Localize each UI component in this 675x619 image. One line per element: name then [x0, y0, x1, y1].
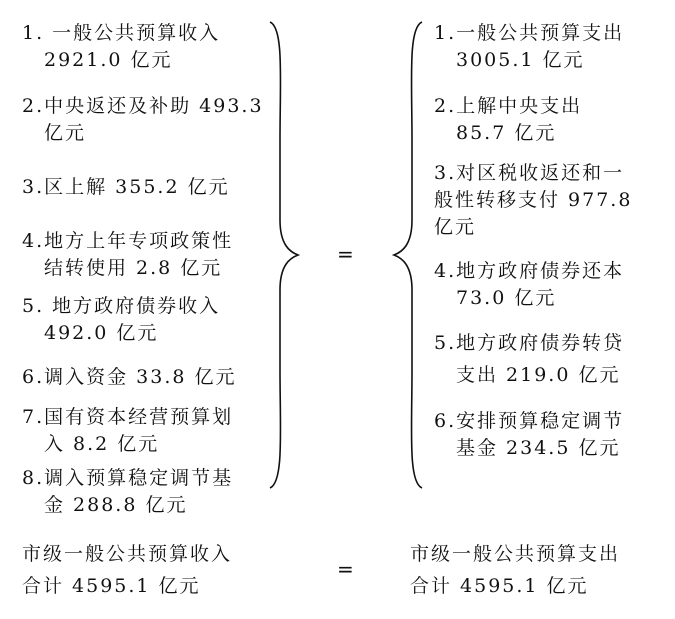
expenditure-item-2-line1: 2.上解中央支出 — [434, 95, 583, 117]
expenditure-item-3 — [434, 160, 632, 241]
total-income-line2: 合计 4595.1 亿元 — [22, 575, 201, 597]
expenditure-item-3-line1: 3.对区税收返还和一 — [434, 162, 625, 184]
total-income-line1: 市级一般公共预算收入 — [22, 543, 233, 565]
expenditure-item-5-line1: 5.地方政府债券转贷 — [434, 332, 625, 354]
income-item-3-line1: 3.区上解 355.2 亿元 — [22, 176, 230, 198]
expenditure-item-1-line2: 3005.1 亿元 — [456, 49, 585, 71]
total-expenditure — [410, 538, 620, 602]
income-item-7-line2: 入 8.2 亿元 — [44, 433, 160, 455]
expenditure-item-2 — [434, 93, 582, 147]
total-income — [22, 538, 232, 602]
expenditure-item-2-line2: 85.7 亿元 — [456, 122, 557, 144]
expenditure-item-3-line2: 般性转移支付 977.8 — [434, 189, 633, 211]
equals-sign-total: = — [337, 557, 354, 581]
expenditure-item-5 — [434, 330, 624, 389]
income-item-2 — [22, 93, 264, 147]
income-item-4 — [22, 228, 233, 282]
income-item-5 — [22, 293, 220, 347]
expenditure-item-4 — [434, 258, 624, 312]
total-expenditure-line1: 市级一般公共预算支出 — [410, 543, 621, 565]
expenditure-left-brace — [384, 20, 424, 490]
income-item-5-line2: 492.0 亿元 — [44, 322, 159, 344]
income-item-5-line1: 5. 地方政府债券收入 — [22, 295, 221, 317]
expenditure-item-3-line3: 亿元 — [434, 216, 477, 238]
equals-sign-main: = — [337, 242, 354, 266]
income-right-brace — [268, 20, 308, 490]
expenditure-item-4-line1: 4.地方政府债券还本 — [434, 260, 625, 282]
income-item-1-line1: 1. 一般公共预算收入 — [22, 22, 221, 44]
expenditure-item-6-line2: 基金 234.5 亿元 — [456, 437, 621, 459]
income-item-8-line1: 8.调入预算稳定调节基 — [22, 467, 234, 489]
income-item-2-line1: 2.中央返还及补助 493.3 — [22, 95, 264, 117]
income-item-4-line2: 结转使用 2.8 亿元 — [44, 257, 223, 279]
expenditure-item-1-line1: 1.一般公共预算支出 — [434, 22, 625, 44]
total-expenditure-line2: 合计 4595.1 亿元 — [410, 575, 589, 597]
income-item-3 — [22, 174, 230, 201]
income-item-7 — [22, 404, 233, 458]
expenditure-item-5-line2: 支出 219.0 亿元 — [456, 364, 621, 386]
income-item-6 — [22, 364, 237, 391]
income-item-1-line2: 2921.0 亿元 — [44, 49, 173, 71]
expenditure-item-1 — [434, 20, 624, 74]
income-item-7-line1: 7.国有资本经营预算划 — [22, 406, 234, 428]
income-item-8-line2: 金 288.8 亿元 — [44, 494, 188, 516]
expenditure-item-4-line2: 73.0 亿元 — [456, 287, 557, 309]
expenditure-item-6-line1: 6.安排预算稳定调节 — [434, 410, 625, 432]
expenditure-item-6 — [434, 408, 624, 462]
income-item-2-line2: 亿元 — [44, 122, 87, 144]
income-item-6-line1: 6.调入资金 33.8 亿元 — [22, 366, 237, 388]
income-item-1 — [22, 20, 220, 74]
income-item-4-line1: 4.地方上年专项政策性 — [22, 230, 234, 252]
income-item-8 — [22, 465, 233, 519]
